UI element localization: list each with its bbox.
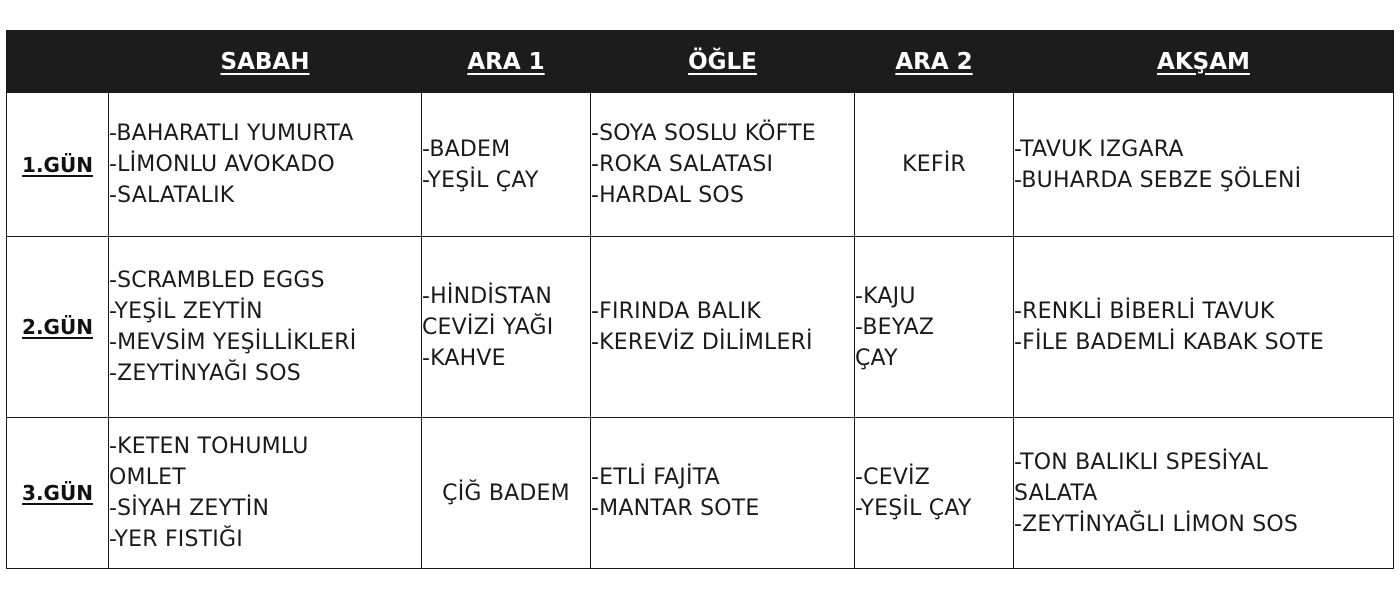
meal-item: -RENKLİ BİBERLİ TAVUK — [1014, 299, 1275, 324]
meal-item: KEFİR — [902, 152, 966, 177]
meal-item: -BUHARDA SEBZE ŞÖLENİ — [1014, 167, 1302, 193]
meal-item: -HİNDİSTAN — [422, 283, 553, 309]
cell-day2-ogle — [591, 237, 855, 418]
meal-item: -KAJU — [855, 283, 916, 309]
meal-item: -MEVSİM YEŞİLLİKLERİ — [109, 330, 357, 355]
meal-item: -BADEM — [422, 136, 511, 162]
cell-day2-ara2 — [855, 237, 1014, 418]
cell-day2-ara1 — [422, 237, 591, 418]
cell-day1-ogle — [591, 93, 855, 237]
header-ara-1: ARA 1 — [422, 31, 591, 93]
meal-item: -YEŞİL ZEYTİN — [109, 299, 263, 324]
day-row-1 — [7, 93, 1394, 237]
header-corner-cell — [7, 31, 109, 93]
meal-item: -YEŞİL ÇAY — [855, 496, 972, 521]
day-row-2 — [7, 237, 1394, 418]
meal-item: -SOYA SOSLU KÖFTE — [591, 121, 816, 146]
cell-day2-sabah — [109, 237, 422, 418]
meal-item: ÇAY — [855, 345, 898, 371]
meal-item: -SİYAH ZEYTİN — [109, 496, 270, 521]
cell-day3-aksam — [1014, 418, 1394, 569]
cell-day1-ara1 — [422, 93, 591, 237]
meal-item: -SCRAMBLED EGGS — [109, 268, 325, 293]
meal-item: ÇİĞ BADEM — [442, 480, 570, 506]
meal-item: -LİMONLU AVOKADO — [109, 152, 335, 177]
meal-item: -ROKA SALATASI — [591, 152, 774, 177]
cell-day1-sabah — [109, 93, 422, 237]
meal-item: -ZEYTİNYAĞLI LİMON SOS — [1014, 511, 1299, 537]
meal-item: -SALATALIK — [109, 183, 235, 208]
meal-item: OMLET — [109, 465, 186, 490]
meal-item: -TAVUK IZGARA — [1014, 136, 1184, 162]
cell-day3-ogle — [591, 418, 855, 569]
meal-item: -ZEYTİNYAĞI SOS — [109, 361, 301, 386]
header-ara-2: ARA 2 — [855, 31, 1014, 93]
meal-item: -FİLE BADEMLİ KABAK SOTE — [1014, 330, 1325, 355]
day-label-2: 2.GÜN — [7, 237, 109, 418]
day-label-3: 3.GÜN — [7, 418, 109, 569]
meal-item: -HARDAL SOS — [591, 183, 745, 208]
meal-item: -CEVİZ — [855, 465, 931, 490]
meal-item: -KETEN TOHUMLU — [109, 434, 309, 459]
cell-day3-ara2 — [855, 418, 1014, 569]
cell-day2-aksam — [1014, 237, 1394, 418]
meal-item: -TON BALIKLI SPESİYAL — [1014, 449, 1268, 475]
meal-item: -BAHARATLI YUMURTA — [109, 121, 354, 146]
header-ogle: ÖĞLE — [591, 31, 855, 93]
cell-day3-ara1 — [422, 418, 591, 569]
meal-item: SALATA — [1014, 480, 1098, 506]
meal-item: -YEŞİL ÇAY — [422, 167, 539, 193]
cell-day1-aksam — [1014, 93, 1394, 237]
meal-item: -FIRINDA BALIK — [591, 299, 762, 324]
header-row — [7, 31, 1394, 93]
cell-day3-sabah — [109, 418, 422, 569]
header-sabah: SABAH — [109, 31, 422, 93]
meal-item: -YER FISTIĞI — [109, 527, 243, 552]
meal-plan-table — [6, 30, 1394, 569]
meal-item: -KAHVE — [422, 345, 506, 371]
day-label-1: 1.GÜN — [7, 93, 109, 237]
meal-item: -ETLİ FAJİTA — [591, 465, 720, 490]
day-row-3 — [7, 418, 1394, 569]
meal-item: -KEREVİZ DİLİMLERİ — [591, 330, 813, 355]
meal-item: -MANTAR SOTE — [591, 496, 760, 521]
meal-item: CEVİZİ YAĞI — [422, 314, 554, 340]
header-aksam: AKŞAM — [1014, 31, 1394, 93]
meal-item: -BEYAZ — [855, 314, 935, 340]
cell-day1-ara2 — [855, 93, 1014, 237]
